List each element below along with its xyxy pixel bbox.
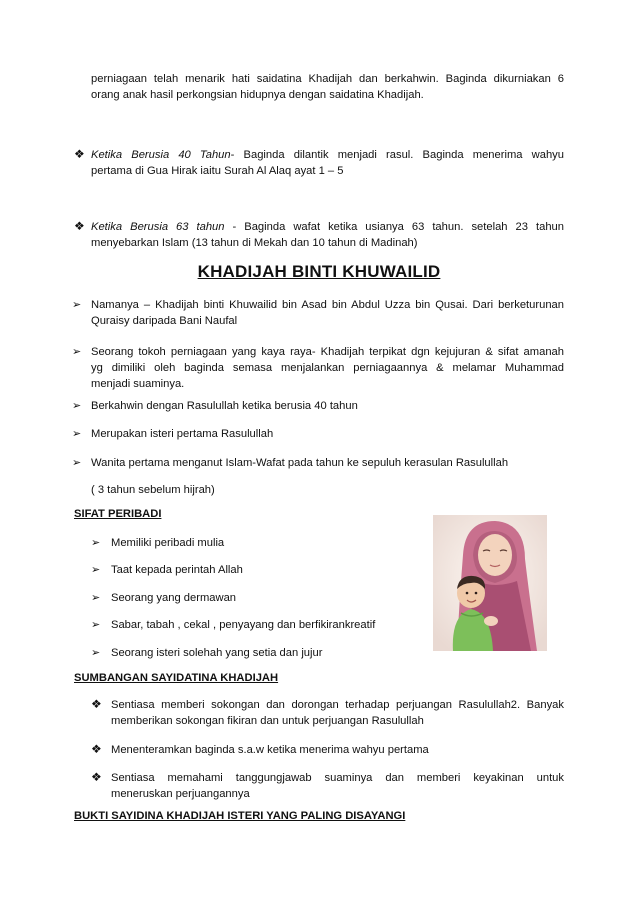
arrow-bullet-icon: ➢ bbox=[72, 428, 82, 440]
fact-line: Berkahwin dengan Rasulullah ketika berusia 40 tahun bbox=[91, 400, 358, 412]
arrow-bullet-icon: ➢ bbox=[91, 537, 101, 549]
fact-item bbox=[91, 398, 564, 414]
event-lead: Ketika Berusia 63 tahun bbox=[91, 221, 225, 233]
event-item bbox=[91, 219, 564, 251]
sifat-item: Seorang isteri solehah yang setia dan jujur bbox=[111, 647, 323, 659]
sumbangan-item bbox=[111, 770, 564, 802]
arrow-bullet-icon: ➢ bbox=[91, 592, 101, 604]
fact-item bbox=[91, 455, 564, 471]
fact-note: ( 3 tahun sebelum hijrah) bbox=[91, 484, 215, 496]
arrow-bullet-icon: ➢ bbox=[72, 457, 82, 469]
sifat-item: Sabar, tabah , cekal , penyayang dan berfikirankreatif bbox=[111, 619, 376, 631]
diamond-bullet-icon: ❖ bbox=[91, 770, 102, 784]
section-heading-bukti: BUKTI SAYIDINA KHADIJAH ISTERI YANG PALING DISAYANGI bbox=[74, 810, 406, 822]
diamond-bullet-icon: ❖ bbox=[74, 219, 85, 233]
diamond-bullet-icon: ❖ bbox=[91, 742, 102, 756]
fact-line: Namanya – Khadijah binti Khuwailid bin Asad bin Abdul Uzza bin Qusai. Dari berketurunan bbox=[91, 299, 564, 311]
sumbangan-item bbox=[111, 697, 564, 729]
fact-line: Quraisy daripada Bani Naufal bbox=[91, 315, 238, 327]
sifat-item: Seorang yang dermawan bbox=[111, 592, 237, 604]
sumbangan-item bbox=[111, 742, 564, 758]
arrow-bullet-icon: ➢ bbox=[91, 647, 101, 659]
sumbangan-line: Sentiasa memahami tanggungjawab suaminya dan memberi keyakinan untuk bbox=[111, 772, 564, 784]
arrow-bullet-icon: ➢ bbox=[91, 564, 101, 576]
event-text: - Baginda wafat ketika usianya 63 tahun. setelah 23 tahun bbox=[224, 221, 564, 233]
sumbangan-line: Menenteramkan baginda s.a.w ketika menerima wahyu pertama bbox=[111, 744, 429, 756]
diamond-bullet-icon: ❖ bbox=[74, 147, 85, 161]
section-heading-sumbangan: SUMBANGAN SAYIDATINA KHADIJAH bbox=[74, 672, 279, 684]
diamond-bullet-icon: ❖ bbox=[91, 697, 102, 711]
fact-item bbox=[91, 297, 564, 329]
fact-item bbox=[91, 426, 564, 442]
event-lead: Ketika Berusia 40 Tahun bbox=[91, 149, 231, 161]
sifat-item: Taat kepada perintah Allah bbox=[111, 564, 243, 576]
fact-line: menjadi suaminya. bbox=[91, 378, 185, 390]
arrow-bullet-icon: ➢ bbox=[72, 346, 82, 358]
sumbangan-line: memberikan sokongan fikiran dan untuk perjuangan Rasulullah bbox=[111, 715, 424, 727]
intro-line: orang anak hasil perkongsian hidupnya dengan saidatina Khadijah. bbox=[91, 89, 424, 101]
fact-line: yg dimiliki oleh baginda semasa menjalankan perniagaannya & melamar Muhammad bbox=[91, 362, 564, 374]
event-text-line2: pertama di Gua Hirak iaitu Surah Al Alaq ayat 1 – 5 bbox=[91, 165, 344, 177]
fact-line: Wanita pertama menganut Islam-Wafat pada tahun ke sepuluh kerasulan Rasulullah bbox=[91, 457, 509, 469]
intro-paragraph bbox=[91, 71, 564, 103]
page-title: KHADIJAH BINTI KHUWAILID bbox=[197, 262, 441, 281]
fact-line: Seorang tokoh perniagaan yang kaya raya- Khadijah terpikat dgn kejujuran & sifat amanah bbox=[91, 346, 564, 358]
sifat-item: Memiliki peribadi mulia bbox=[111, 537, 225, 549]
arrow-bullet-icon: ➢ bbox=[72, 299, 82, 311]
fact-line: Merupakan isteri pertama Rasulullah bbox=[91, 428, 274, 440]
arrow-bullet-icon: ➢ bbox=[91, 619, 101, 631]
event-item bbox=[91, 147, 564, 179]
event-text-line2: menyebarkan Islam (13 tahun di Mekah dan 10 tahun di Madinah) bbox=[91, 237, 418, 249]
fact-item bbox=[91, 344, 564, 392]
sumbangan-line: meneruskan perjuangannya bbox=[111, 788, 250, 800]
section-heading-sifat: SIFAT PERIBADI bbox=[74, 508, 162, 520]
intro-line: perniagaan telah menarik hati saidatina Khadijah dan berkahwin. Baginda dikurniakan 6 bbox=[91, 73, 564, 85]
arrow-bullet-icon: ➢ bbox=[72, 400, 82, 412]
sumbangan-line: Sentiasa memberi sokongan dan dorongan terhadap perjuangan Rasulullah2. Banyak bbox=[111, 699, 564, 711]
event-text: - Baginda dilantik menjadi rasul. Baginda menerima wahyu bbox=[230, 149, 564, 161]
mother-child-illustration bbox=[433, 515, 547, 651]
